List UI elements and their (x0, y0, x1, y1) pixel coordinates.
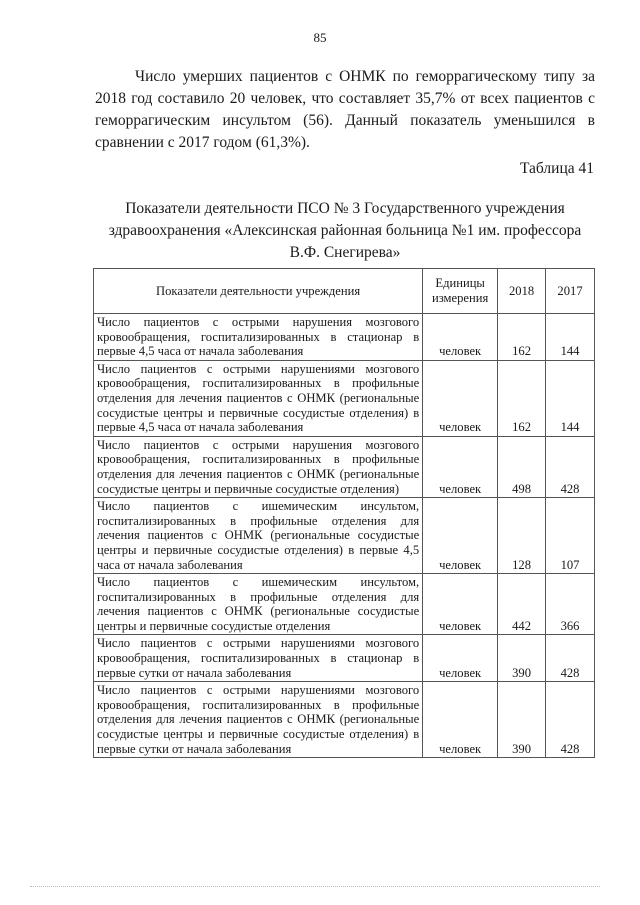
unit-cell: человек (423, 574, 498, 635)
unit-cell: человек (423, 635, 498, 682)
table-row (94, 498, 595, 574)
value-2018-cell: 162 (498, 314, 546, 361)
value-2017-cell: 107 (546, 498, 595, 574)
unit-cell: человек (423, 436, 498, 497)
value-2018-cell: 390 (498, 682, 546, 758)
unit-cell: человек (423, 498, 498, 574)
indicator-cell: Число пациентов с острыми нарушениями мозгового кровообращения, госпитализированных в профильные отделения для лечения пациентов с ОНМК (региональные сосудистые центры и первичные сосудистые отделения) в первые сутки от начала заболевания (94, 682, 423, 758)
value-2017-cell: 428 (546, 682, 595, 758)
indicator-cell: Число пациентов с острыми нарушения мозгового кровообращения, госпитализированных в профильные отделения для лечения пациентов с ОНМК (региональные сосудистые центры и первичные сосудистые отделения) (94, 436, 423, 497)
page-number: 85 (313, 30, 327, 45)
header-unit: Единицы измерения (423, 269, 498, 314)
table-row (94, 360, 595, 436)
unit-cell: человек (423, 682, 498, 758)
value-2017-cell: 144 (546, 314, 595, 361)
value-2017-cell: 366 (546, 574, 595, 635)
value-2018-cell: 442 (498, 574, 546, 635)
table-title: Показатели деятельности ПСО № 3 Государственного учреждения здравоохранения «Алексинская районная больница №1 им. профессора В.Ф. Снегирева» (108, 200, 582, 261)
value-2018-cell: 390 (498, 635, 546, 682)
indicators-table (93, 268, 595, 758)
header-2017: 2017 (546, 269, 595, 314)
footer-divider (30, 886, 600, 887)
value-2018-cell: 498 (498, 436, 546, 497)
intro-paragraph: Число умерших пациентов с ОНМК по геморрагическому типу за 2018 год составило 20 человек, что составляет 35,7% от всех пациентов с геморрагическим инсультом (56). Данный показатель уменьшился в сравнении с 2017 годом (61,3%). (95, 68, 595, 151)
indicator-cell: Число пациентов с ишемическим инсультом, госпитализированных в профильные отделения для лечения пациентов с ОНМК (региональные сосудистые центры и первичные сосудистые отделения) в первые 4,5 часа от начала заболевания (94, 498, 423, 574)
table-row (94, 436, 595, 497)
table-label: Таблица 41 (519, 160, 594, 177)
value-2017-cell: 144 (546, 360, 595, 436)
value-2018-cell: 128 (498, 498, 546, 574)
value-2018-cell: 162 (498, 360, 546, 436)
unit-cell: человек (423, 360, 498, 436)
table-row (94, 682, 595, 758)
table-header-row (94, 269, 595, 314)
table-row (94, 635, 595, 682)
header-indicator: Показатели деятельности учреждения (94, 269, 423, 314)
value-2017-cell: 428 (546, 635, 595, 682)
header-2018: 2018 (498, 269, 546, 314)
value-2017-cell: 428 (546, 436, 595, 497)
indicator-cell: Число пациентов с ишемическим инсультом, госпитализированных в профильные отделения для лечения пациентов с ОНМК (региональные сосудистые центры и первичные сосудистые отделения (94, 574, 423, 635)
indicator-cell: Число пациентов с острыми нарушениями мозгового кровообращения, госпитализированных в стационар в первые сутки от начала заболевания (94, 635, 423, 682)
indicator-cell: Число пациентов с острыми нарушениями мозгового кровообращения, госпитализированных в профильные отделения для лечения пациентов с ОНМК (региональные сосудистые центры и первичные сосудистые отделения) в первые 4,5 часа от начала заболевания (94, 360, 423, 436)
table-row (94, 574, 595, 635)
indicator-cell: Число пациентов с острыми нарушения мозгового кровообращения, госпитализированных в стационар в первые 4,5 часа от начала заболевания (94, 314, 423, 361)
unit-cell: человек (423, 314, 498, 361)
table-row (94, 314, 595, 361)
